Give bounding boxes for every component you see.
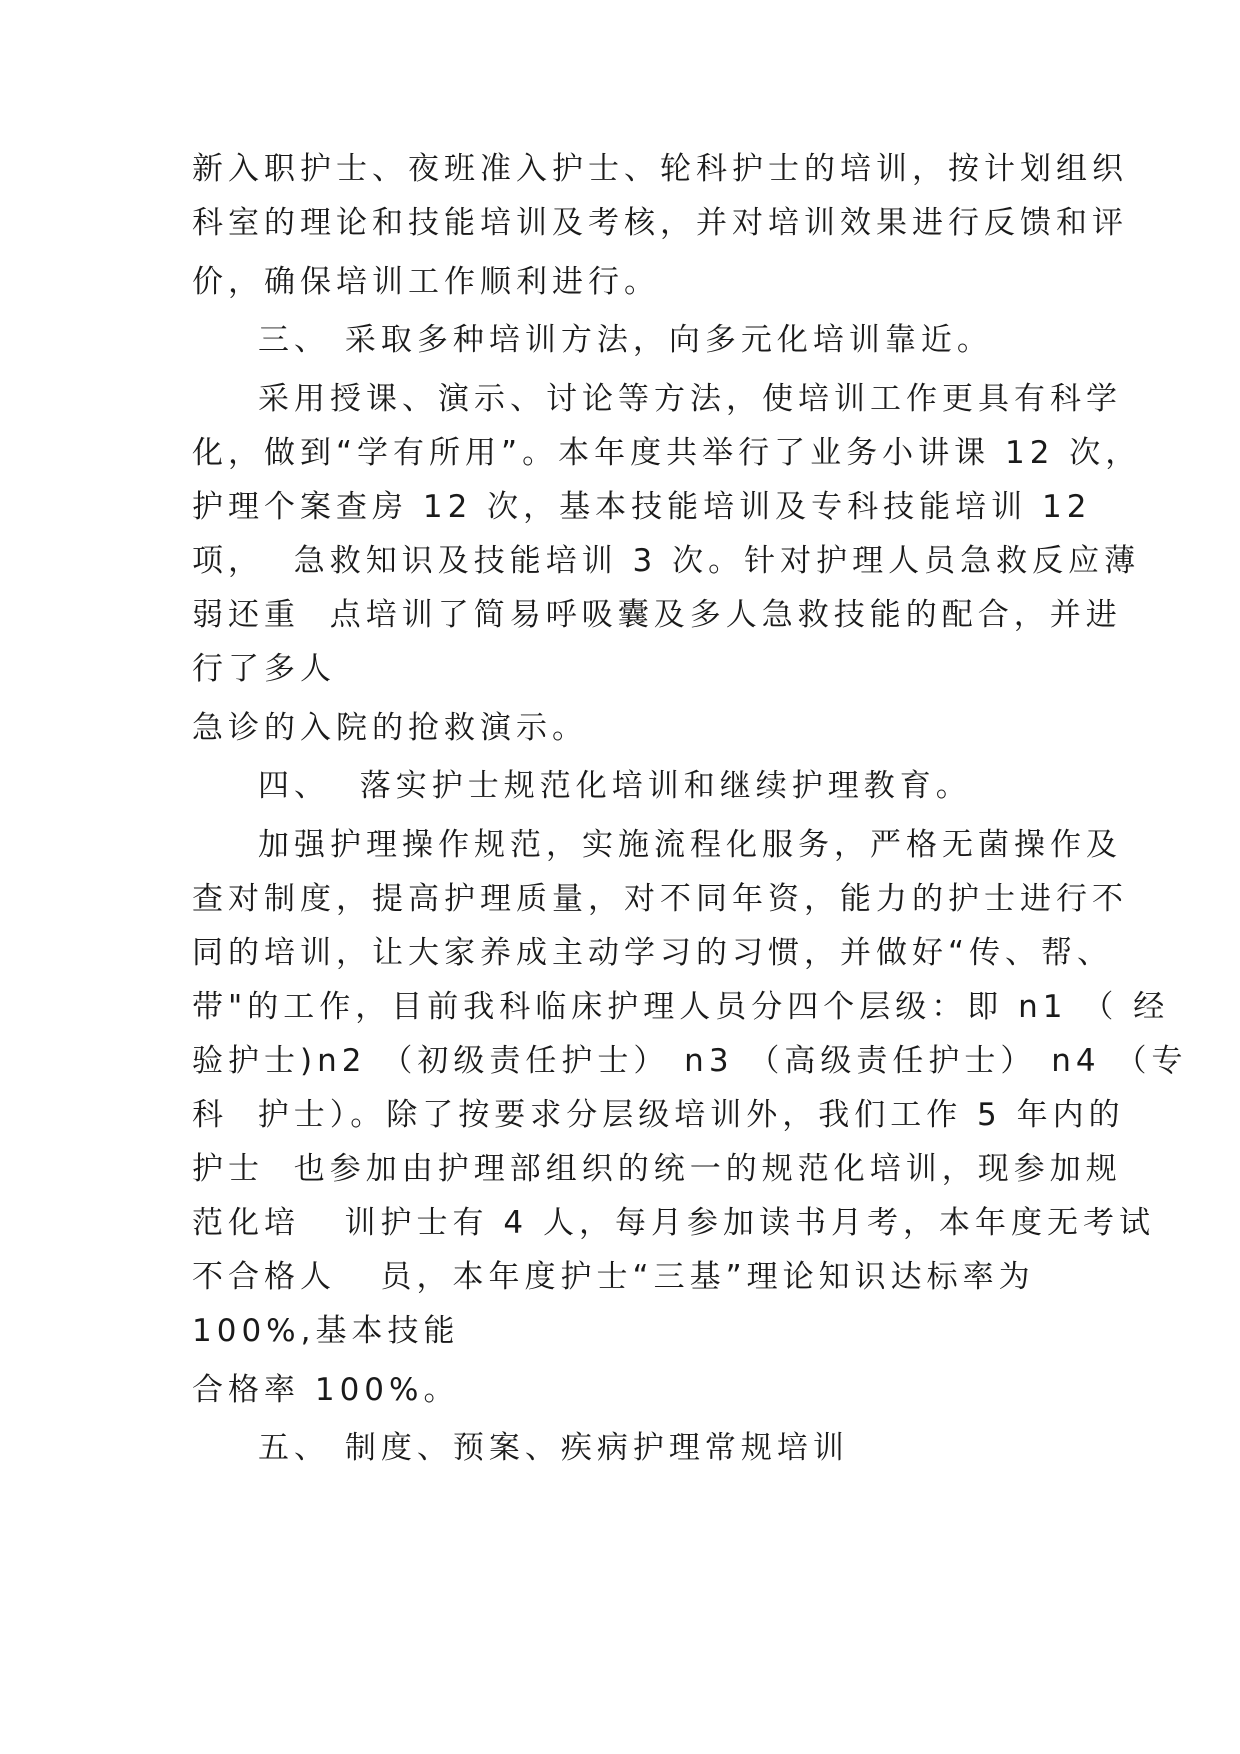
paragraph-line: 护理个案查房 12 次，基本技能培训及专科技能培训 12	[192, 489, 1092, 525]
paragraph-line: 验护士)n2 （初级责任护士） n3 （高级责任护士） n4 （专	[192, 1043, 1188, 1079]
paragraph-line: 同的培训，让大家养成主动学习的习惯，并做好“传、帮、	[192, 935, 1114, 971]
paragraph-line: 化，做到“学有所用”。本年度共举行了业务小讲课 12 次，	[192, 435, 1142, 471]
paragraph-line: 合格率 100%。	[192, 1372, 460, 1408]
paragraph-line: 急诊的入院的抢救演示。	[192, 710, 588, 746]
paragraph-line: 新入职护士、夜班准入护士、轮科护士的培训，按计划组织	[192, 151, 1128, 187]
paragraph-line: 行了多人	[192, 651, 336, 687]
paragraph-line: 采用授课、演示、讨论等方法，使培训工作更具有科学	[258, 381, 1122, 417]
paragraph-line: 查对制度，提高护理质量，对不同年资，能力的护士进行不	[192, 881, 1128, 917]
paragraph-line: 护士 也参加由护理部组织的统一的规范化培训，现参加规	[192, 1151, 1122, 1187]
paragraph-line: 不合格人 员，本年度护士“三基”理论知识达标率为	[192, 1259, 1035, 1295]
paragraph-line: 项， 急救知识及技能培训 3 次。针对护理人员急救反应薄	[192, 543, 1141, 579]
section-heading-5: 五、 制度、预案、疾病护理常规培训	[258, 1430, 849, 1466]
paragraph-line: 科 护士）。除了按要求分层级培训外，我们工作 5 年内的	[192, 1097, 1125, 1133]
paragraph-line: 带"的工作，目前我科临床护理人员分四个层级：即 n1 （ 经	[192, 989, 1170, 1025]
paragraph-line: 弱还重 点培训了简易呼吸囊及多人急救技能的配合，并进	[192, 597, 1122, 633]
paragraph-line: 价，确保培训工作顺利进行。	[192, 264, 660, 300]
paragraph-line: 范化培 训护士有 4 人，每月参加读书月考，本年度无考试	[192, 1205, 1155, 1241]
section-heading-3: 三、 采取多种培训方法，向多元化培训靠近。	[258, 322, 993, 358]
paragraph-line: 加强护理操作规范，实施流程化服务，严格无菌操作及	[258, 827, 1122, 863]
paragraph-line: 科室的理论和技能培训及考核，并对培训效果进行反馈和评	[192, 205, 1128, 241]
paragraph-line: 100%,基本技能	[192, 1313, 460, 1349]
section-heading-4: 四、 落实护士规范化培训和继续护理教育。	[258, 768, 972, 804]
